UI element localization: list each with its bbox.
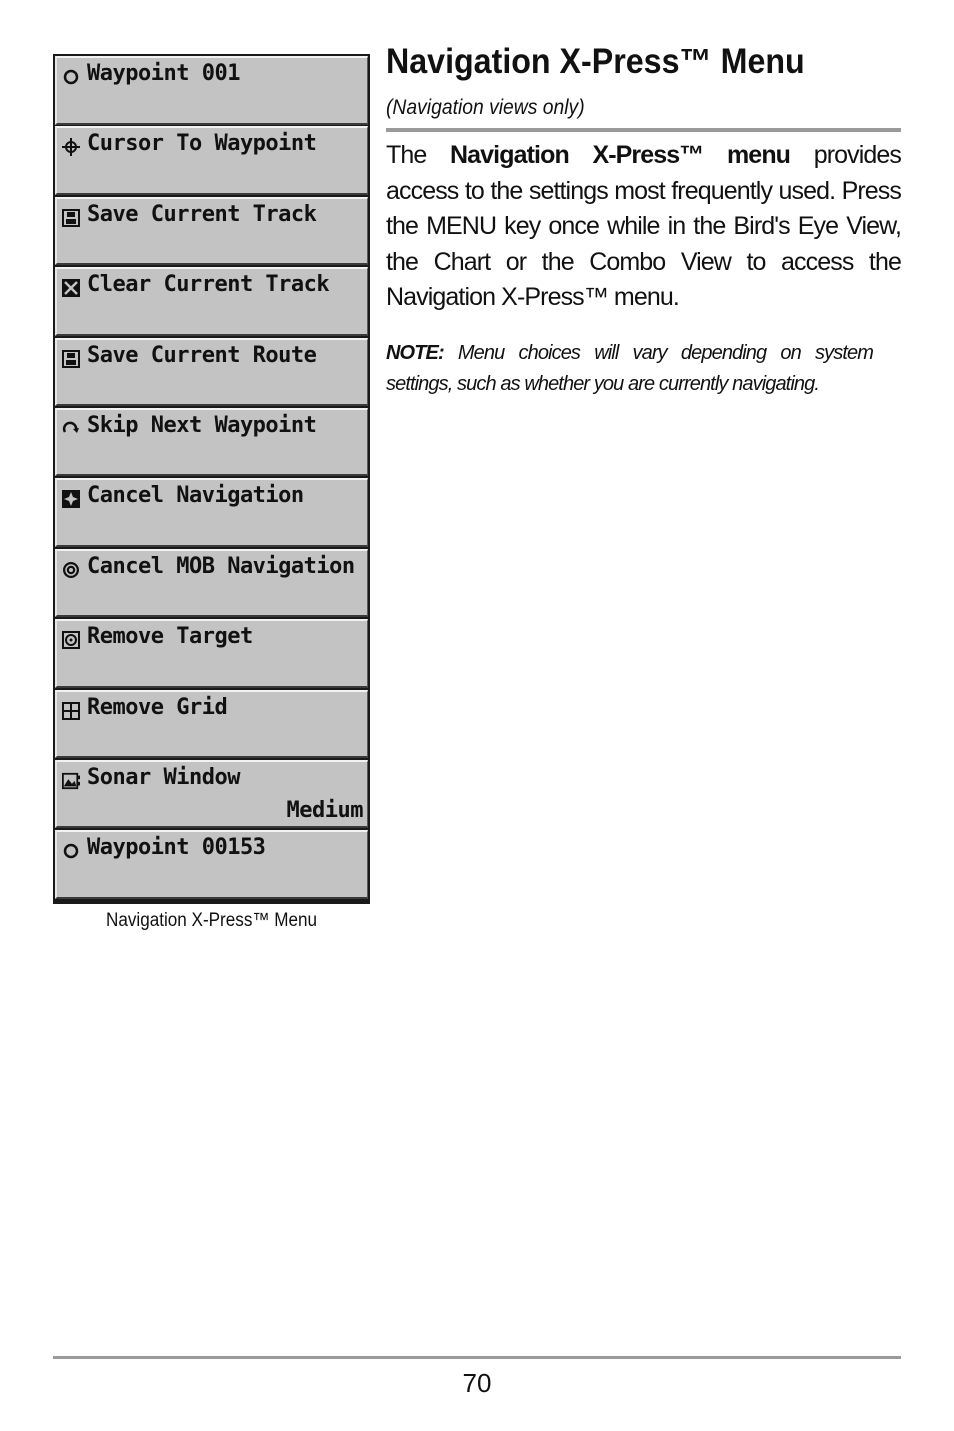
menu-item-cursor-to-waypoint[interactable] <box>55 126 368 195</box>
cancel-navigation-icon <box>62 489 80 509</box>
menu-item-save-current-track[interactable] <box>55 197 368 266</box>
menu-item-label: Clear Current Track <box>87 272 330 298</box>
menu-item-waypoint-00153[interactable] <box>55 830 368 899</box>
menu-item-label: Cursor To Waypoint <box>87 131 317 157</box>
navigation-xpress-menu <box>53 54 370 904</box>
menu-item-label: Cancel MOB Navigation <box>87 553 355 579</box>
menu-item-clear-current-track[interactable] <box>55 267 368 336</box>
save-icon <box>62 349 80 369</box>
page-title: Navigation X-Press™ Menu <box>386 42 805 81</box>
body-rest: provides access to the settings most frequently used. Press the MENU key once while in the Bird's Eye View, the Chart or the Combo View to access the Navigation X-Press™ menu. <box>386 141 901 311</box>
menu-item-label: Cancel Navigation <box>87 483 304 509</box>
note-label: NOTE: <box>386 342 444 364</box>
menu-item-remove-grid[interactable] <box>55 690 368 759</box>
title-divider <box>386 128 901 132</box>
menu-item-sonar-window[interactable] <box>55 760 368 829</box>
menu-item-label: Save Current Route <box>87 342 317 368</box>
menu-item-value: Medium <box>286 797 363 823</box>
menu-item-label: Sonar Window <box>87 764 240 790</box>
sonar-window-icon <box>62 771 80 791</box>
figure-caption: Navigation X-Press™ Menu <box>106 910 317 931</box>
body-paragraph <box>386 138 901 316</box>
menu-item-label: Remove Target <box>87 624 253 650</box>
menu-item-cancel-mob-navigation[interactable] <box>55 549 368 618</box>
save-icon <box>62 208 80 228</box>
page-subtitle: (Navigation views only) <box>386 96 585 119</box>
mob-icon <box>62 560 80 580</box>
menu-item-save-current-route[interactable] <box>55 338 368 407</box>
menu-item-label: Remove Grid <box>87 694 228 720</box>
waypoint-icon <box>62 841 80 861</box>
clear-icon <box>62 278 80 298</box>
skip-icon <box>62 419 80 439</box>
menu-item-waypoint-001[interactable] <box>55 56 368 125</box>
menu-item-skip-next-waypoint[interactable] <box>55 408 368 477</box>
crosshair-icon <box>62 137 80 157</box>
body-intro: The <box>386 141 451 169</box>
waypoint-icon <box>62 67 80 87</box>
menu-item-label: Skip Next Waypoint <box>87 412 317 438</box>
menu-item-cancel-navigation[interactable] <box>55 478 368 547</box>
menu-item-label: Waypoint 001 <box>87 61 240 86</box>
page-number: 70 <box>462 1368 492 1398</box>
grid-icon <box>62 701 80 721</box>
menu-item-label: Save Current Track <box>87 201 317 227</box>
target-icon <box>62 630 80 650</box>
menu-item-label: Waypoint 00153 <box>87 835 266 861</box>
body-bold-term: Navigation X-Press™ menu <box>450 141 791 169</box>
menu-item-remove-target[interactable] <box>55 619 368 688</box>
footer-divider <box>53 1356 901 1359</box>
note-text: Menu choices will vary depending on system settings, such as whether you are currently navigating. <box>386 342 873 395</box>
note-paragraph <box>386 338 873 400</box>
